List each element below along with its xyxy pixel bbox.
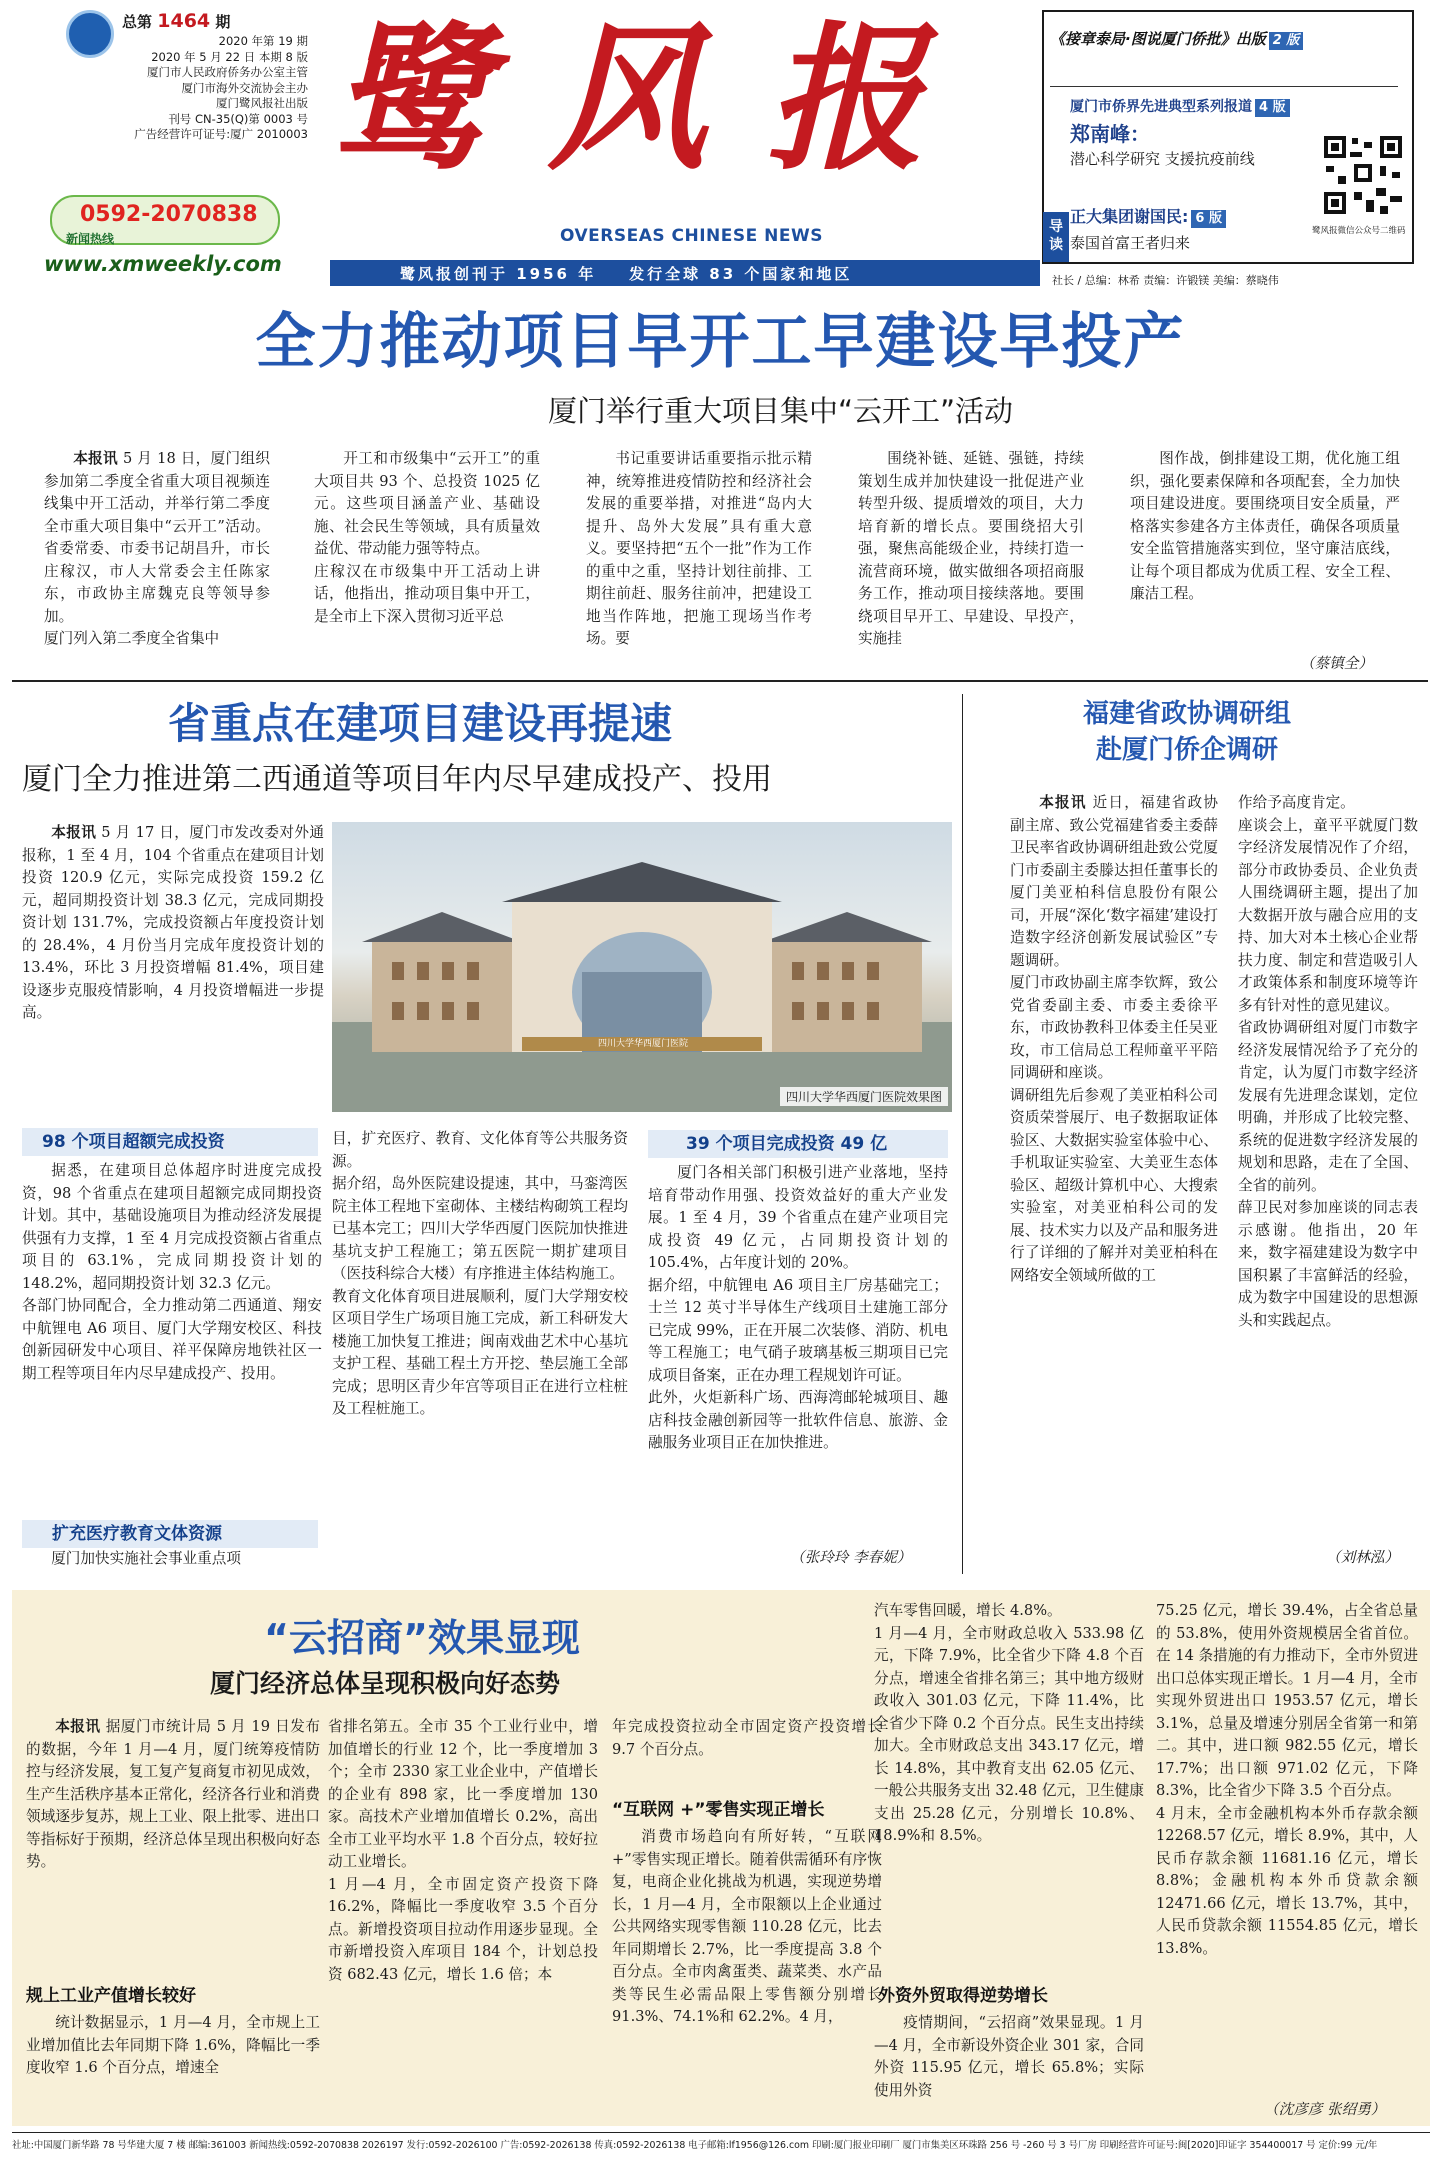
story2-col1b	[22, 1548, 322, 1574]
story2-col1-text: 据悉，在建项目总体超序时进度完成投资，98 个省重点在建项目超额完成同期投资计划。其中，基础设施项目为推动经济发展提供强有力支撑，1 至 4 月完成投资额占省重点项目的 63.1%，完成同期投资计划的 148.2%，超同期投资计划 32.3 亿元。 各部门协同配合，全力推动第二西通道、翔安中航锂电 A6 项目、厦门大学翔安校区、科技创新园研发中心项目、祥平保障房地铁社区一期工程等项目年内尽早建成投产、投用。	[22, 1162, 322, 1382]
story2-col3	[648, 1162, 948, 1562]
hotline-number: 0592-2070838	[80, 202, 258, 227]
story4-col4	[874, 1600, 1144, 1976]
story3-headline	[972, 696, 1402, 768]
guide-item-3-text: 潜心科学研究 支援抗疫前线	[1070, 150, 1255, 168]
lead-col-3	[586, 448, 812, 674]
qr-code-icon	[1320, 132, 1406, 218]
story2-col3-text: 厦门各相关部门积极引进产业落地，坚持培育带动作用强、投资效益好的重大产业发展。1 至 4 月，39 个省重点在建产业项目完成投资 49 亿元，占同期投资计划的 105.4%，占年度计划的 20%。 据介绍，中航锂电 A6 项目主厂房基础完工；士兰 12 英寸半导体生产线项目土建施工部分已完成 99%，正在开展二次装修、消防、机电等工程施工；电气硝子玻璃基板三期项目已完成项目备案，正在办理工程规划许可证。 此外，火炬新科广场、西海湾邮轮城项目、趣店科技金融创新园等一批软件信息、旅游、金融服务业项目正在加快推进。	[648, 1164, 948, 1451]
story2-photo-sign: 四川大学华西厦门医院	[598, 1039, 689, 1049]
story3-signature: （刘林泓）	[1326, 1549, 1399, 1566]
issue-total: 总第 1464 期	[122, 10, 231, 32]
guide-label: 导读	[1043, 212, 1069, 262]
lead-col-5	[1130, 448, 1400, 658]
story2-col2-text: 目，扩充医疗、教育、文化体育等公共服务资源。 据介绍，岛外医院建设提速，其中，马銮湾医院主体工程地下室砌体、主楼结构砌筑工程均已基本完工；四川大学华西厦门医院加快推进基坑支护工程施工；第五医院一期扩建项目（医技科综合大楼）有序推进主体结构施工。 教育文化体育项目进展顺利，厦门大学翔安校区项目学生广场项目施工完成，新工科研发大楼施工加快复工推进；闽南戏曲艺术中心基坑支护工程、基础工程土方开挖、垫层施工全部完成；思明区青少年宫等项目正在进行立柱桩及工程桩施工。	[332, 1130, 628, 1417]
story4-col3-text: 消费市场趋向有所好转，“互联网 +”零售实现正增长。随着供需循环有序恢复，电商企业化挑战为机遇，实现逆势增长，1 月—4 月，全市限额以上企业通过公共网络实现零售额 110.28 亿元，比去年同期增长 2.7%，比一季度提高 3.8 个百分点。全市肉禽蛋类、蔬菜类、水产品类等民生必需品限上零售额分别增长 91.3%、74.1%和 62.2%。4 月，	[612, 1828, 882, 2025]
story4-col2-text: 省排名第五。全市 35 个工业行业中，增加值增长的行业 12 个，比一季度增加 3 个；全市 2330 家工业企业中，产值增长的企业有 898 家，比一季度增加 130 家。高技术产业增加值增长 0.2%，高出全市工业平均水平 1.8 个百分点，较好拉动工业增长。 1 月—4 月，全市固定资产投资下降 16.2%，降幅比一季度收窄 3.5 个百分点。新增投资项目拉动作用逐步显现。全市新增投资入库项目 184 个，计划总投资 682.43 亿元，增长 1.6 倍；本	[328, 1718, 598, 1983]
story4-col4b-text: 疫情期间，“云招商”效果显现。1 月—4 月，全市新设外资企业 301 家，合同外资 115.95 亿元，增长 65.8%；实际使用外资	[874, 2014, 1144, 2099]
story4-col5-text: 75.25 亿元，增长 39.4%，占全省总量的 53.8%，使用外资规模居全省首位。在 14 条措施的有力推动下，全市外贸进出口总体实现正增长。1 月—4 月，全市实现外贸进出口 1953.57 亿元，增长 3.1%，总量及增速分别居全省第一和第二。其中，进口额 982.55 亿元，增长 17.7%；出口额 971.02 亿元，下降 8.3%，比全省少下降 3.5 个百分点。 4 月末，全市金融机构本外币存款余额 12268.57 亿元，增长 8.9%，其中，人民币存款余额 11681.16 亿元，增长 8.8%；金融机构本外币贷款余额 12471.66 亿元，增长 13.7%，其中，人民币贷款余额 11554.85 亿元，增长 13.8%。	[1156, 1602, 1418, 1957]
story4-col1b-text: 统计数据显示，1 月—4 月，全市规上工业增加值比去年同期下降 1.6%，降幅比一季度收窄 1.6 个百分点，增速全	[26, 2014, 320, 2076]
guide-item-4[interactable]: 正大集团谢国民: 6 版	[1070, 204, 1226, 228]
masthead-slogan: 鹭风报创刊于 1956 年 发行全球 83 个国家和地区	[400, 265, 853, 283]
story4-col1b	[26, 2012, 320, 2122]
footer-rule	[12, 2132, 1430, 2133]
issue-publisher: 厦门鹭风报社出版	[216, 96, 308, 110]
issue-date: 2020 年 5 月 22 日 本期 8 版	[151, 49, 308, 64]
story4-sub1: 规上工业产值增长较好	[26, 1986, 196, 2006]
hospital-rendering-icon	[332, 822, 952, 1112]
lead-headline: 全力推动项目早开工早建设早投产	[255, 307, 1186, 377]
lead-col-2	[314, 448, 540, 674]
masthead-editors: 社长 / 总编：林希 责编：许锻镁 美编：蔡晓伟	[1052, 274, 1279, 287]
story2-photo	[332, 822, 952, 1112]
story4-col3a-text: 年完成投资拉动全市固定资产投资增长 9.7 个百分点。	[612, 1718, 882, 1758]
story2-intro-text: 本报讯 5 月 17 日，厦门市发改委对外通报称，1 至 4 月，104 个省重点在建项目计划投资 120.9 亿元，实际完成投资 159.2 亿元，超同期投资计划 38.3 亿元，完成同期投资计划 131.7%，完成投资额占年度投资计划的 28.4%，4 月份当月完成年度投资计划的 13.4%，环比 3 月投资增幅 81.4%，项目建设逐步克服疫情影响，4 月投资增幅进一步提高。	[22, 824, 324, 1021]
story3-headline-line2: 赴厦门侨企调研	[1095, 735, 1278, 765]
lead-col-3-text: 书记重要讲话重要指示批示精神，统筹推进疫情防控和经济社会发展的重要举措，对推进“岛内大提升、岛外大发展”具有重大意义。要坚持把“五个一批”作为工作的重中之重，坚持计划往前排、工期往前赶、服务往前冲，把建设工地当作阵地，把施工现场当作考场。要	[586, 450, 812, 647]
story4-col1	[26, 1716, 320, 1972]
issue-sponsor2: 厦门市海外交流协会主办	[181, 80, 308, 95]
story4-subhead: 厦门经济总体呈现积极向好态势	[210, 1669, 561, 1698]
lead-col-5-text: 图作战，倒排建设工期，优化施工组织，强化要素保障和各项配套，全力加快项目建设进度。要围绕项目安全质量，严格落实参建各方主体责任，确保各项质量安全监管措施落实到位，坚守廉洁底线，让每个项目都成为优质工程、安全工程、廉洁工程。	[1130, 450, 1400, 602]
issue-sponsor1: 厦门市人民政府侨务办公室主管	[147, 65, 308, 79]
website-link[interactable]: www.xmweekly.com	[44, 252, 282, 276]
hotline-label: 新闻热线	[66, 232, 115, 246]
lead-col-1	[44, 448, 270, 674]
guide-item-4-text: 泰国首富王者归来	[1070, 234, 1191, 252]
story2-subhead: 厦门全力推进第二西通道等项目年内尽早建成投产、投用	[22, 762, 772, 797]
story2-sub2: 扩充医疗教育文体资源	[22, 1520, 318, 1548]
story2-headline: 省重点在建项目建设再提速	[168, 699, 673, 748]
story4-col1-text: 本报讯 据厦门市统计局 5 月 19 日发布的数据，今年 1 月—4 月，厦门统筹疫情防控与经济发展，复工复产复商复市初见成效，生产生活秩序基本正常化，经济各行业和消费领域逐步复苏，规上工业、限上批零、进出口等指标好于预期，经济总体呈现出积极向好态势。	[26, 1718, 320, 1870]
masthead-english-title: OVERSEAS CHINESE NEWS	[560, 226, 824, 246]
story4-col3a	[612, 1716, 882, 1762]
lead-col-2-text: 开工和市级集中“云开工”的重大项目共 93 个、总投资 1025 亿元。这些项目涵盖产业、基础设施、社会民生等领域，具有质量效益优、带动能力强等特点。 庄稼汉在市级集中开工活动上讲话，他指出，推动项目集中开工，是全市上下深入贯彻习近平总	[314, 450, 540, 625]
lead-signature: （蔡镇全）	[1300, 655, 1373, 672]
lead-col-4-text: 围绕补链、延链、强链，持续策划生成并加快建设一批促进产业转型升级、提质增效的项目，大力培育新的增长点。要围绕招大引强，聚焦高能级企业，持续打造一流营商环境，做实做细各项招商服务工作，推动项目接续落地。要围绕项目早开工、早建设、早投产，实施挂	[858, 450, 1084, 647]
story3-headline-line1: 福建省政协调研组	[1082, 699, 1291, 729]
guide-item-2[interactable]: 厦门市侨界先进典型系列报道 4 版	[1070, 96, 1290, 117]
story4-sub2: “互联网 +”零售实现正增长	[612, 1800, 825, 1820]
guide-item-1[interactable]: 《接章泰局·图说厦门侨批》出版 2 版	[1050, 28, 1303, 50]
masthead	[0, 0, 1441, 295]
story4-signature: （沈彦彦 张绍勇）	[1264, 2101, 1386, 2118]
masthead-title: 鹭风报	[330, 7, 984, 192]
story2-col2	[332, 1128, 628, 1578]
story2-col1	[22, 1160, 322, 1478]
story2-signature: （张玲玲 李春妮）	[790, 1549, 912, 1566]
story3-col2	[1238, 792, 1418, 1558]
lead-subhead: 厦门举行重大项目集中“云开工”活动	[547, 394, 1014, 428]
lead-bottom-rule	[12, 680, 1428, 682]
story4-col3	[612, 1826, 882, 2122]
story4-col5	[1156, 1600, 1418, 2096]
issue-year: 2020 年第 19 期	[218, 34, 308, 48]
footer-text: 社址:中国厦门新华路 78 号华建大厦 7 楼 邮编:361003 新闻热线:0592-2070838 2026197 发行:0592-2026100 广告:0592-2026138 传真:0592-2026138 电子邮箱:lf1956@126.com 印刷:厦门报业印刷厂 厦门市集美区环珠路 256 号 -260 号 3 号厂房 印刷经营许可证号:闽[2020]印证字 354400017 号 定价:99 元/年	[12, 2140, 1378, 2151]
lead-col-4	[858, 448, 1084, 674]
guide-rule	[1050, 86, 1398, 87]
issue-ad-license: 广告经营许可证号:厦广 2010003	[134, 127, 308, 141]
lead-col-1-text: 本报讯 5 月 18 日，厦门组织参加第二季度全省重大项目视频连线集中开工活动，并举行第二季度全市重大项目集中“云开工”活动。省委常委、市委书记胡昌升，市长庄稼汉，市人大常委会主任陈家东，市政协主席魏克良等领导参加。 厦门列入第二季度全省集中	[44, 450, 270, 647]
story4-sub3: 外资外贸取得逆势增长	[878, 1986, 1048, 2006]
story2-col1b-text: 厦门加快实施社会事业重点项	[51, 1550, 241, 1567]
story4-headline: “云招商”效果显现	[264, 1616, 580, 1660]
issue-issn: 刊号 CN-35(Q)第 0003 号	[168, 111, 308, 126]
story3-col2-text: 作给予高度肯定。 座谈会上，童平平就厦门数字经济发展情况作了介绍，部分市政协委员、企业负责人围绕调研主题，提出了加大数据开放与融合应用的支持、加大对本土核心企业帮扶力度、制定和营造吸引人才政策体系和制度环境等许多有针对性的意见建议。 省政协调研组对厦门市数字经济发展情况给予了充分的肯定，认为厦门市数字经济发展有先进理念谋划，定位明确，并形成了比较完整、系统的促进数字经济发展的规划和思路，走在了全国、全省的前列。 薛卫民对参加座谈的同志表示感谢。他指出，20 年来，数字福建建设为数字中国积累了丰富鲜活的经验，成为数字中国建设的思想源头和实践起点。	[1238, 794, 1418, 1329]
guide-item-3-name: 郑南峰：	[1070, 122, 1150, 146]
story3-col1-text: 本报讯 近日，福建省政协副主席、致公党福建省委主委薛卫民率省政协调研组赴致公党厦门市委副主委滕达担任董事长的厦门美亚柏科信息股份有限公司，开展“深化‘数字福建’建设打造数字经济创新发展试验区”专题调研。 厦门市政协副主席李钦辉，致公党省委副主委、市委主委徐平东，市政协教科卫体委主任吴亚玫，市工信局总工程师童平平陪同调研和座谈。 调研组先后参观了美亚柏科公司资质荣誉展厅、电子数据取证体验区、大数据实验室体验中心、手机取证实验室、大美亚生态体验区、超级计算机中心、大搜索实验室，对美亚柏科公司的发展、技术实力以及产品和服务进行了详细的了解并对美亚柏科在网络安全领域所做的工	[1010, 794, 1218, 1284]
story4-col4-text: 汽车零售回暖，增长 4.8%。 1 月—4 月，全市财政总收入 533.98 亿元，下降 7.9%，比全省少下降 4.8 个百分点，增速全省排名第三；其中地方级财政收入 301.03 亿元，下降 11.4%，比全省少下降 0.2 个百分点。民生支出持续加大。全市财政总支出 343.17 亿元，增长 14.8%，其中教育支出 62.05 亿元、一般公共服务支出 32.48 亿元，卫生健康支出 25.28 亿元，分别增长 10.8%、18.9%和 8.5%。	[874, 1602, 1144, 1844]
story2-intro	[22, 822, 324, 1102]
story4-col2	[328, 1716, 598, 2122]
story2-photo-caption: 四川大学华西厦门医院效果图	[780, 1087, 948, 1106]
story4-col4b	[874, 2012, 1144, 2122]
story2-sub3: 39 个项目完成投资 49 亿	[648, 1130, 948, 1158]
story2-divider	[962, 694, 963, 1574]
story3-col1	[1010, 792, 1218, 1574]
qr-caption: 鹭风报微信公众号二维码	[1312, 226, 1406, 236]
issue-meta	[64, 34, 308, 143]
story2-sub1: 98 个项目超额完成投资	[22, 1128, 318, 1156]
